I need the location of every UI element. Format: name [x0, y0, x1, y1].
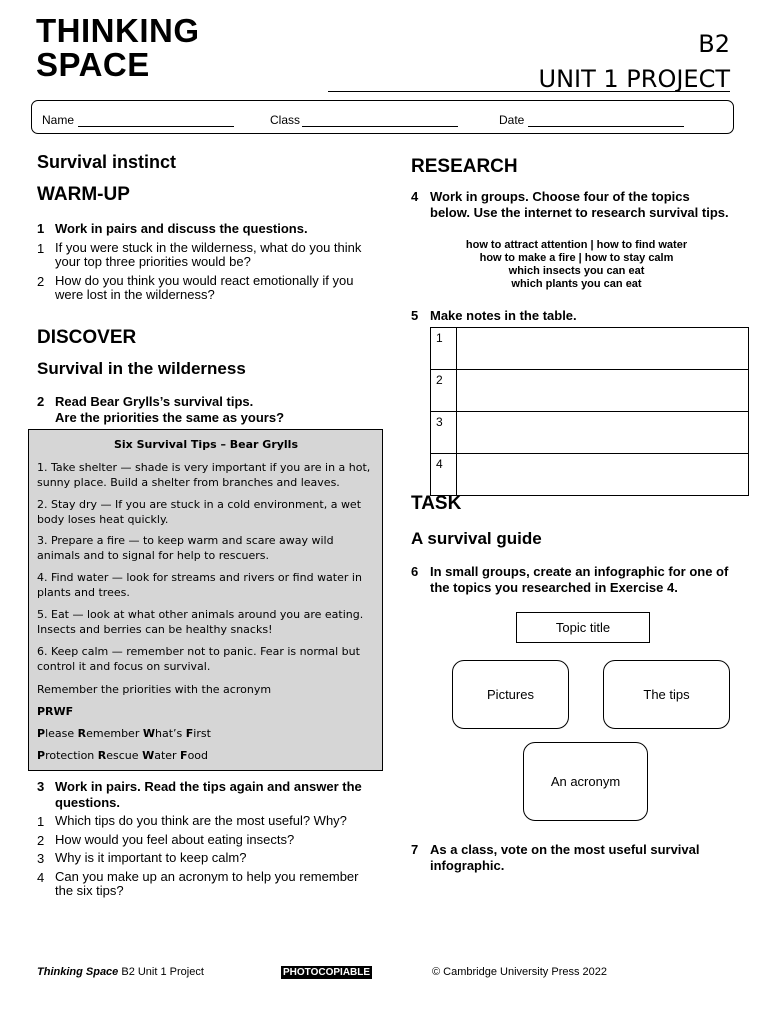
- table-row: [431, 454, 749, 496]
- row-number: 1: [431, 328, 457, 370]
- research-heading: RESEARCH: [411, 156, 518, 177]
- q1-item: If you were stuck in the wilderness, what do you think your top three priorities would be?: [55, 240, 362, 269]
- topic-list: [430, 239, 723, 291]
- q2-number: 2: [37, 394, 45, 409]
- q3-item-number: 1: [37, 814, 45, 829]
- footer-copyright: © Cambridge University Press 2022: [432, 966, 608, 978]
- brand-title: [36, 14, 200, 82]
- brand-line-2: SPACE: [36, 46, 150, 83]
- q5-text: Make notes in the table.: [430, 308, 577, 323]
- level-label: B2: [698, 30, 730, 58]
- q1-item-number: 2: [37, 274, 45, 289]
- class-label: Class: [270, 113, 301, 127]
- notes-cell[interactable]: [457, 454, 749, 496]
- q5-number: 5: [411, 308, 419, 323]
- q3-item: Why is it important to keep calm?: [55, 850, 247, 865]
- table-row: [431, 328, 749, 370]
- topic-line: which plants you can eat: [511, 278, 642, 290]
- q7-text: As a class, vote on the most useful survival infographic.: [430, 842, 700, 873]
- acronym-intro: Remember the priorities with the acronym: [37, 683, 272, 696]
- acronym: PRWF: [37, 705, 74, 718]
- unit-underline: [328, 91, 730, 92]
- page-title: Survival instinct: [37, 152, 177, 172]
- row-number: 2: [431, 370, 457, 412]
- row-number: 4: [431, 454, 457, 496]
- topic-line: which insects you can eat: [508, 265, 645, 277]
- topic-line: how to attract attention | how to find water: [465, 239, 688, 251]
- mnemonic-line-2: Protection Rescue Water Food: [37, 749, 209, 762]
- diagram-acronym: An acronym: [523, 742, 648, 821]
- date-field[interactable]: [528, 126, 684, 127]
- discover-heading: DISCOVER: [37, 327, 137, 348]
- q3-item-number: 2: [37, 833, 45, 848]
- topic-line: how to make a fire | how to stay calm: [479, 252, 674, 264]
- q2-text: [55, 394, 375, 426]
- tip-item: 3. Prepare a fire — to keep warm and scare away wild animals and to signal for help to rescuers.: [37, 534, 334, 562]
- photocopiable-badge: PHOTOCOPIABLE: [283, 967, 371, 978]
- date-label: Date: [499, 113, 525, 127]
- notes-cell[interactable]: [457, 412, 749, 454]
- warmup-heading: WARM-UP: [37, 184, 130, 205]
- survival-tips-box: [28, 429, 383, 771]
- q1-item-number: 1: [37, 241, 45, 256]
- task-subheading: A survival guide: [411, 529, 542, 548]
- q1-number: 1: [37, 221, 45, 236]
- tip-item: 4. Find water — look for streams and rivers or find water in plants and trees.: [37, 571, 362, 599]
- diagram-pictures: Pictures: [452, 660, 569, 729]
- notes-cell[interactable]: [457, 370, 749, 412]
- notes-table: [430, 327, 749, 496]
- tip-item: 2. Stay dry — If you are stuck in a cold environment, a wet body loses heat quickly.: [37, 498, 362, 526]
- q3-item-number: 4: [37, 870, 45, 885]
- unit-label: UNIT 1 PROJECT: [538, 65, 730, 93]
- q2-line-1: Read Bear Grylls’s survival tips.: [55, 394, 254, 409]
- tip-item: 6. Keep calm — remember not to panic. Fear is normal but control it and focus on survival.: [37, 645, 360, 673]
- name-label: Name: [42, 113, 75, 127]
- brand-line-1: THINKING: [36, 12, 200, 49]
- tip-item: 5. Eat — look at what other animals around you are eating. Insects and berries can be healthy snacks!: [37, 608, 364, 636]
- diagram-tips: The tips: [603, 660, 730, 729]
- class-field[interactable]: [302, 126, 458, 127]
- student-info-bar: [31, 100, 734, 134]
- notes-cell[interactable]: [457, 328, 749, 370]
- tips-title: Six Survival Tips – Bear Grylls: [113, 438, 299, 451]
- q2-line-2: Are the priorities the same as yours?: [55, 410, 285, 425]
- q3-item: How would you feel about eating insects?: [55, 832, 295, 847]
- q6-text: In small groups, create an infographic for one of the topics you researched in Exercise 4.: [430, 564, 729, 595]
- q7-number: 7: [411, 842, 419, 857]
- q1-item: How do you think you would react emotionally if you were lost in the wilderness?: [55, 273, 354, 302]
- diagram-topic-title: Topic title: [516, 612, 650, 643]
- q3-item: Can you make up an acronym to help you remember the six tips?: [55, 869, 359, 898]
- q4-text: Work in groups. Choose four of the topics below. Use the internet to research survival tips.: [430, 189, 729, 220]
- name-field[interactable]: [78, 126, 234, 127]
- q6-number: 6: [411, 564, 419, 579]
- table-row: [431, 412, 749, 454]
- q3-text: Work in pairs. Read the tips again and answer the questions.: [55, 779, 362, 810]
- q3-item: Which tips do you think are the most useful? Why?: [55, 813, 347, 828]
- mnemonic-line-1: Please Remember What’s First: [37, 727, 211, 740]
- row-number: 3: [431, 412, 457, 454]
- q3-item-number: 3: [37, 851, 45, 866]
- table-row: [431, 370, 749, 412]
- q4-number: 4: [411, 189, 419, 204]
- task-heading: TASK: [411, 493, 462, 514]
- footer-book: Thinking Space B2 Unit 1 Project: [37, 966, 204, 978]
- q3-number: 3: [37, 779, 45, 794]
- tip-item: 1. Take shelter — shade is very important if you are in a hot, sunny place. Build a shelter from branches and leaves.: [37, 461, 371, 489]
- q1-text: Work in pairs and discuss the questions.: [55, 221, 308, 236]
- discover-subheading: Survival in the wilderness: [37, 359, 246, 378]
